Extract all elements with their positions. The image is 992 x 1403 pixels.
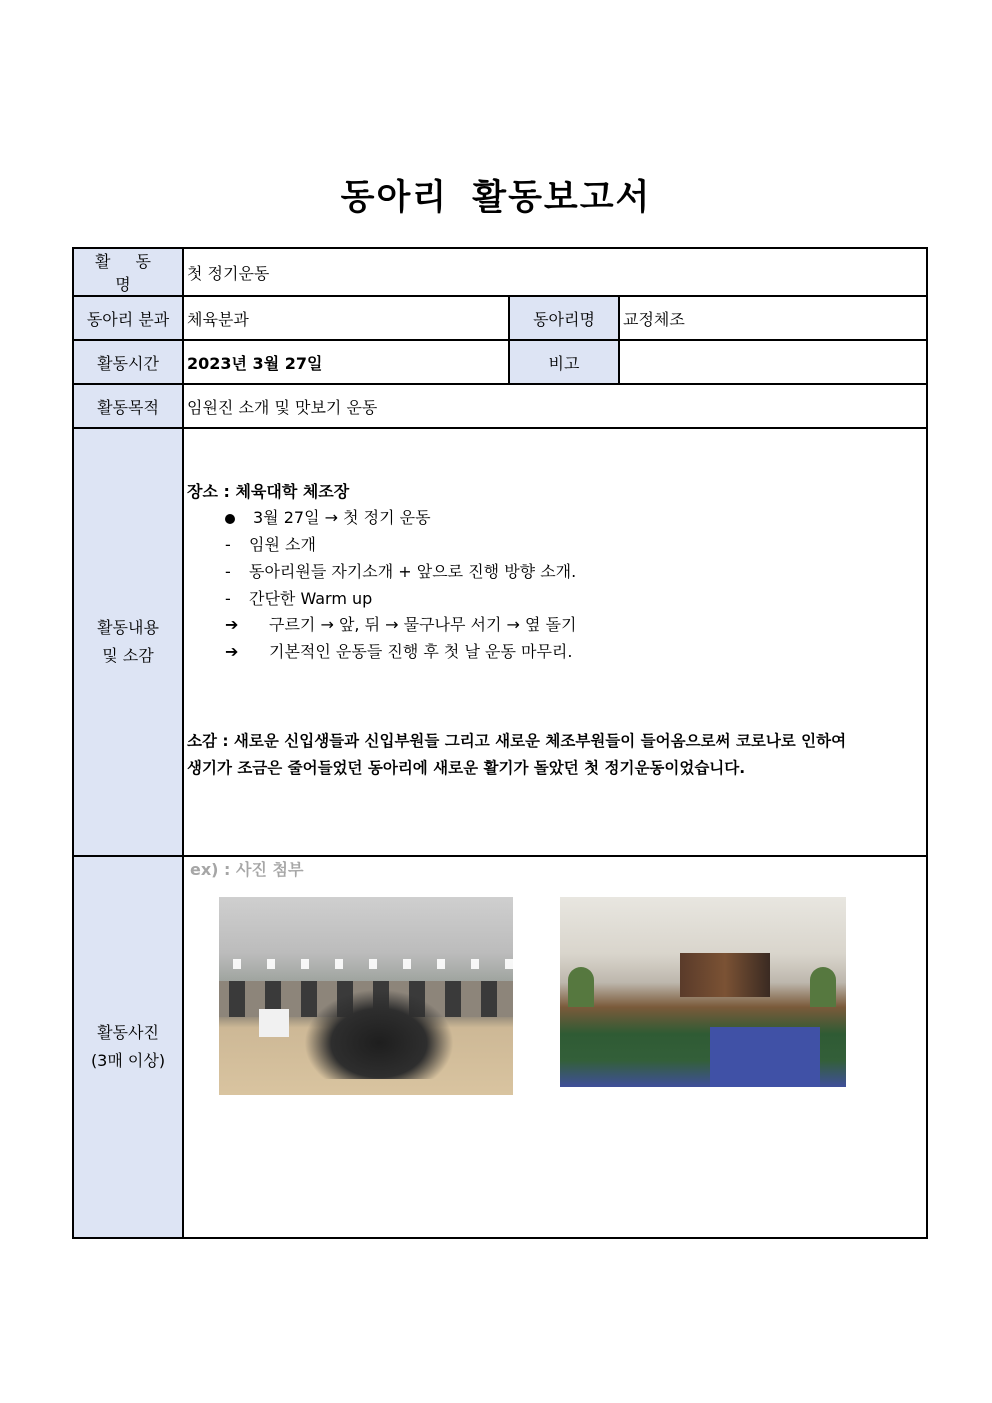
dash-item-text: 임원 소개 [249, 535, 316, 554]
place-line: 장소 : 체육대학 체조장 [187, 482, 350, 501]
content-label-line2: 및 소감 [102, 646, 154, 665]
dash-item [225, 559, 576, 582]
dash-icon: - [225, 562, 231, 581]
arrow-right-icon: ➔ [225, 642, 239, 661]
activity-name-value: 첫 정기운동 [183, 248, 927, 296]
bullet-item [225, 505, 431, 528]
photo-arch [810, 967, 836, 1007]
arrow-right-icon: ➔ [225, 615, 239, 634]
purpose-value: 임원진 소개 및 맛보기 운동 [183, 384, 927, 428]
page-title: 동아리 활동보고서 [340, 178, 652, 218]
photos-label-line2: (3매 이상) [90, 1051, 166, 1070]
activity-name-label: 활 동 명 [73, 248, 183, 296]
club-name-label: 동아리명 [509, 296, 619, 340]
purpose-label: 활동목적 [73, 384, 183, 428]
dash-item-text: 간단한 Warm up [249, 589, 373, 608]
activity-photo-1 [219, 897, 513, 1095]
photo-lights [219, 959, 513, 969]
remarks-label: 비고 [509, 340, 619, 384]
content-label [73, 428, 183, 856]
dash-item [225, 532, 316, 555]
activity-time-value: 2023년 3월 27일 [183, 340, 509, 384]
photo-floor-mat [710, 1027, 820, 1087]
impression-line-2: 생기가 조금은 줄어들었던 동아리에 새로운 활기가 돌았던 첫 정기운동이었습니다. [187, 759, 746, 777]
club-division-label: 동아리 분과 [73, 296, 183, 340]
arrow-item [225, 612, 576, 635]
arrow-item-text: 기본적인 운동들 진행 후 첫 날 운동 마무리. [269, 642, 573, 661]
arrow-item [225, 639, 572, 662]
content-label-line1: 활동내용 [97, 618, 159, 637]
photo-arch [568, 967, 594, 1007]
arrow-item-text: 구르기 → 앞, 뒤 → 물구나무 서기 → 옆 돌기 [269, 615, 577, 634]
photos-cell [183, 856, 927, 1238]
club-name-value: 교정체조 [619, 296, 927, 340]
content-cell [183, 428, 927, 856]
club-division-value: 체육분과 [183, 296, 509, 340]
bullet-dot-icon [225, 514, 235, 524]
remarks-value [619, 340, 927, 384]
dash-item [225, 586, 372, 609]
report-table [72, 247, 928, 1239]
photos-label-line1: 활동사진 [97, 1023, 159, 1042]
bullet-text: 3월 27일 → 첫 정기 운동 [253, 508, 431, 527]
impression-line-1: 소감 : 새로운 신입생들과 신입부원들 그리고 새로운 체조부원들이 들어옴으로써 코로나로 인하여 [187, 732, 847, 750]
photo-hint: ex) : 사진 첨부 [190, 860, 304, 879]
dash-icon: - [225, 589, 231, 608]
activity-photo-2 [560, 897, 846, 1087]
photo-mat [259, 1009, 289, 1037]
photo-group [304, 989, 454, 1079]
dash-icon: - [225, 535, 231, 554]
photo-banner [680, 953, 770, 997]
activity-time-label: 활동시간 [73, 340, 183, 384]
dash-item-text: 동아리원들 자기소개 + 앞으로 진행 방향 소개. [249, 562, 577, 581]
photos-label [73, 856, 183, 1238]
